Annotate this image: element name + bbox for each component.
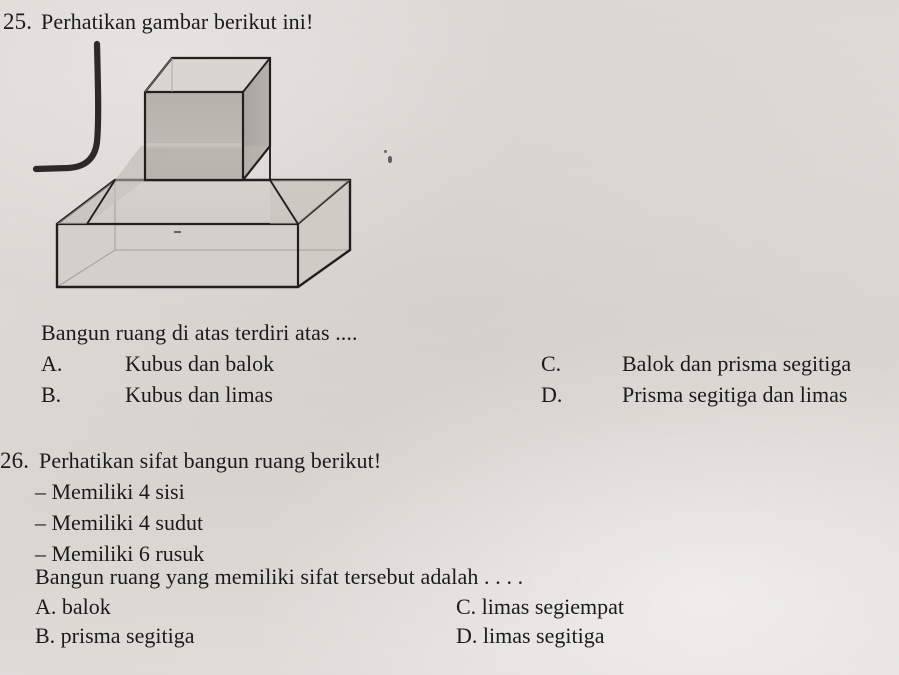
composite-solid-diagram (22, 38, 402, 308)
ink-speck-2 (388, 156, 392, 163)
question-25-option-b-label[interactable]: B. (41, 382, 62, 407)
question-26-option-a[interactable]: A. balok (35, 594, 111, 619)
question-26-property-3: – Memiliki 6 rusuk (35, 541, 205, 566)
question-26-option-c[interactable]: C. limas segiempat (456, 594, 625, 619)
ink-tick-mark (174, 231, 181, 233)
question-25-option-d-label[interactable]: D. (541, 382, 563, 407)
question-25-stem: Bangun ruang di atas terdiri atas .... (41, 320, 358, 345)
question-25-option-c-label[interactable]: C. (541, 351, 562, 376)
question-26-stem: Bangun ruang yang memiliki sifat tersebut adalah . . . . (35, 564, 524, 589)
question-25-option-d-text[interactable]: Prisma segitiga dan limas (622, 382, 848, 407)
question-25-prompt: Perhatikan gambar berikut ini! (41, 9, 314, 34)
question-25-option-a-label[interactable]: A. (41, 351, 63, 376)
question-26-option-b[interactable]: B. prisma segitiga (35, 623, 195, 648)
question-25-option-c-text[interactable]: Balok dan prisma segitiga (622, 351, 852, 376)
question-26-number: 26. (0, 448, 30, 473)
ink-speck-1 (384, 150, 387, 153)
question-26-prompt: Perhatikan sifat bangun ruang berikut! (39, 448, 382, 473)
balok-front-face (57, 224, 298, 287)
question-25-number: 25. (3, 9, 33, 34)
question-26-property-1: – Memiliki 4 sisi (35, 479, 185, 504)
handwritten-pen-mark (36, 44, 98, 169)
question-25-option-b-text[interactable]: Kubus dan limas (125, 382, 273, 407)
question-25-figure (22, 38, 402, 308)
question-26-property-2: – Memiliki 4 sudut (35, 510, 204, 535)
question-25-option-a-text[interactable]: Kubus dan balok (125, 351, 275, 376)
question-26-option-d[interactable]: D. limas segitiga (456, 623, 605, 648)
